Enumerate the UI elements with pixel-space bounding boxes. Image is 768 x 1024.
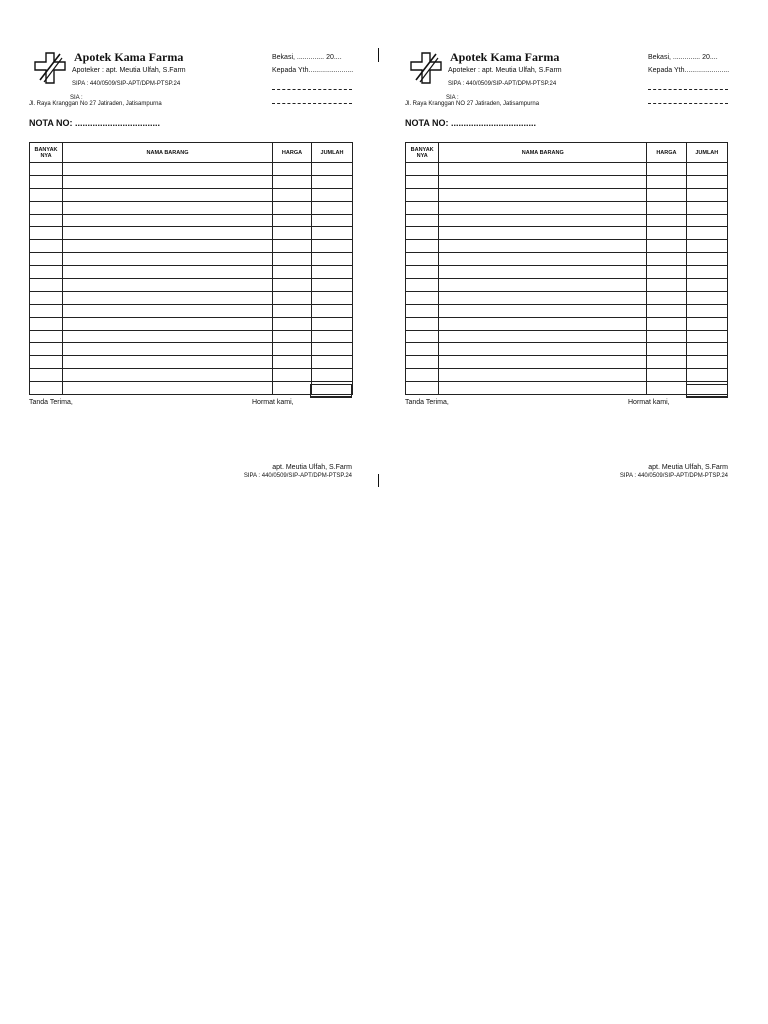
cell-nama bbox=[63, 266, 273, 279]
cell-jumlah bbox=[686, 291, 727, 304]
address-line: Jl. Raya Kranggan NO 27 Jatiraden, Jatisampurna bbox=[405, 101, 540, 107]
cell-harga bbox=[273, 227, 312, 240]
cell-jumlah bbox=[312, 201, 353, 214]
cell-harga bbox=[273, 330, 312, 343]
cell-jumlah bbox=[686, 330, 727, 343]
col-nama-header: NAMA BARANG bbox=[439, 143, 647, 163]
table-row bbox=[30, 317, 353, 330]
cell-nama bbox=[63, 330, 273, 343]
cell-banyak bbox=[406, 227, 439, 240]
table-header-row bbox=[406, 143, 728, 163]
cell-nama bbox=[439, 214, 647, 227]
cell-nama bbox=[439, 227, 647, 240]
cell-harga bbox=[273, 201, 312, 214]
table-row bbox=[30, 163, 353, 176]
cell-harga bbox=[647, 304, 686, 317]
hormat-kami-label: Hormat kami, bbox=[252, 399, 294, 406]
signature-sipa: SIPA : 440/0509/SIP-APT/DPM-PTSP.24 bbox=[243, 473, 352, 479]
cell-harga bbox=[647, 266, 686, 279]
cell-nama bbox=[63, 175, 273, 188]
cell-banyak bbox=[30, 279, 63, 292]
nota-number: NOTA NO: .................................. bbox=[405, 118, 537, 128]
cell-nama bbox=[439, 382, 647, 395]
cell-banyak bbox=[30, 356, 63, 369]
cell-jumlah bbox=[686, 343, 727, 356]
table-row bbox=[406, 227, 728, 240]
apoteker-line: Apoteker : apt. Meutia Ulfah, S.Farm bbox=[448, 67, 562, 74]
nota-number: NOTA NO: .................................. bbox=[29, 118, 161, 128]
cell-banyak bbox=[30, 317, 63, 330]
cell-nama bbox=[439, 253, 647, 266]
cell-nama bbox=[63, 279, 273, 292]
cell-jumlah bbox=[686, 214, 727, 227]
cell-harga bbox=[647, 188, 686, 201]
table-row bbox=[30, 253, 353, 266]
pharmacy-cross-logo-icon bbox=[408, 50, 444, 86]
table-row bbox=[406, 266, 728, 279]
cell-harga bbox=[647, 201, 686, 214]
cell-banyak bbox=[30, 304, 63, 317]
cell-harga bbox=[647, 330, 686, 343]
cell-banyak bbox=[406, 304, 439, 317]
cell-nama bbox=[63, 163, 273, 176]
cell-banyak bbox=[406, 201, 439, 214]
cell-banyak bbox=[30, 227, 63, 240]
tanda-terima-label: Tanda Terima, bbox=[405, 399, 449, 406]
cell-jumlah bbox=[686, 369, 727, 382]
cell-harga bbox=[647, 369, 686, 382]
cell-harga bbox=[647, 227, 686, 240]
cell-nama bbox=[439, 291, 647, 304]
col-nama-header: NAMA BARANG bbox=[63, 143, 273, 163]
table-row bbox=[30, 188, 353, 201]
cell-jumlah bbox=[312, 175, 353, 188]
total-box bbox=[686, 384, 728, 398]
address-line: Jl. Raya Kranggan No 27 Jatiraden, Jatisampurna bbox=[29, 101, 162, 107]
cell-harga bbox=[273, 214, 312, 227]
cell-harga bbox=[273, 317, 312, 330]
cell-banyak bbox=[406, 253, 439, 266]
cell-banyak bbox=[406, 369, 439, 382]
recipient-dashed-line bbox=[648, 103, 728, 104]
cell-banyak bbox=[406, 291, 439, 304]
table-row bbox=[30, 330, 353, 343]
cell-banyak bbox=[406, 175, 439, 188]
table-row bbox=[406, 214, 728, 227]
cell-banyak bbox=[406, 317, 439, 330]
cell-harga bbox=[273, 175, 312, 188]
cell-nama bbox=[63, 188, 273, 201]
cell-nama bbox=[439, 356, 647, 369]
cell-jumlah bbox=[686, 227, 727, 240]
cell-jumlah bbox=[686, 163, 727, 176]
cell-banyak bbox=[406, 330, 439, 343]
cut-marker bbox=[378, 474, 379, 487]
nota-form-right bbox=[404, 44, 730, 489]
cell-nama bbox=[63, 201, 273, 214]
cell-banyak bbox=[406, 240, 439, 253]
cell-nama bbox=[63, 317, 273, 330]
table-header-row bbox=[30, 143, 353, 163]
table-row bbox=[30, 240, 353, 253]
col-jumlah-header: JUMLAH bbox=[312, 143, 353, 163]
recipient-dashed-line bbox=[648, 89, 728, 90]
cell-banyak bbox=[406, 382, 439, 395]
table-row bbox=[30, 356, 353, 369]
items-table bbox=[405, 142, 728, 395]
sia-line: SIA : bbox=[446, 95, 459, 101]
cell-nama bbox=[63, 304, 273, 317]
cell-jumlah bbox=[312, 227, 353, 240]
table-row bbox=[30, 214, 353, 227]
tanda-terima-label: Tanda Terima, bbox=[29, 399, 73, 406]
cell-harga bbox=[273, 188, 312, 201]
cell-jumlah bbox=[312, 304, 353, 317]
table-row bbox=[30, 382, 353, 395]
cell-jumlah bbox=[312, 356, 353, 369]
table-row bbox=[406, 240, 728, 253]
cell-nama bbox=[439, 240, 647, 253]
cell-nama bbox=[63, 369, 273, 382]
cell-banyak bbox=[30, 291, 63, 304]
cell-jumlah bbox=[686, 304, 727, 317]
cell-banyak bbox=[406, 279, 439, 292]
cell-banyak bbox=[30, 266, 63, 279]
table-row bbox=[406, 291, 728, 304]
table-row bbox=[30, 201, 353, 214]
cell-nama bbox=[439, 279, 647, 292]
cell-jumlah bbox=[312, 253, 353, 266]
cell-banyak bbox=[30, 343, 63, 356]
cell-jumlah bbox=[686, 240, 727, 253]
cell-nama bbox=[439, 317, 647, 330]
cell-banyak bbox=[30, 163, 63, 176]
sipa-line: SIPA : 440/0509/SIP-APT/DPM-PTSP.24 bbox=[72, 81, 181, 87]
cell-jumlah bbox=[312, 369, 353, 382]
cell-nama bbox=[63, 227, 273, 240]
table-row bbox=[30, 279, 353, 292]
cell-nama bbox=[63, 382, 273, 395]
cell-banyak bbox=[406, 214, 439, 227]
table-row bbox=[30, 304, 353, 317]
table-row bbox=[30, 266, 353, 279]
recipient-dashed-line bbox=[272, 89, 352, 90]
cell-harga bbox=[273, 382, 312, 395]
cell-harga bbox=[273, 356, 312, 369]
cell-jumlah bbox=[686, 279, 727, 292]
cell-harga bbox=[273, 369, 312, 382]
table-row bbox=[406, 201, 728, 214]
cell-harga bbox=[647, 343, 686, 356]
nota-form-left bbox=[28, 44, 354, 489]
signature-sipa: SIPA : 440/0509/SIP-APT/DPM-PTSP.24 bbox=[619, 473, 728, 479]
col-banyak-header: BANYAK NYA bbox=[30, 143, 63, 163]
cell-harga bbox=[647, 253, 686, 266]
cell-jumlah bbox=[686, 317, 727, 330]
cell-banyak bbox=[30, 330, 63, 343]
cell-banyak bbox=[30, 369, 63, 382]
cell-harga bbox=[273, 240, 312, 253]
cell-jumlah bbox=[312, 343, 353, 356]
cell-jumlah bbox=[312, 214, 353, 227]
table-row bbox=[406, 279, 728, 292]
col-harga-header: HARGA bbox=[273, 143, 312, 163]
cell-jumlah bbox=[686, 253, 727, 266]
cell-nama bbox=[63, 240, 273, 253]
cell-jumlah bbox=[312, 266, 353, 279]
cell-jumlah bbox=[686, 201, 727, 214]
cell-jumlah bbox=[686, 266, 727, 279]
cell-nama bbox=[63, 214, 273, 227]
cell-banyak bbox=[30, 201, 63, 214]
date-line: Bekasi, .............. 20.... bbox=[272, 54, 342, 61]
table-row bbox=[30, 343, 353, 356]
col-harga-header: HARGA bbox=[647, 143, 686, 163]
cell-nama bbox=[439, 188, 647, 201]
shop-name: Apotek Kama Farma bbox=[74, 50, 184, 64]
cell-banyak bbox=[406, 163, 439, 176]
cell-jumlah bbox=[686, 356, 727, 369]
cell-harga bbox=[647, 382, 686, 395]
cell-nama bbox=[439, 343, 647, 356]
cell-nama bbox=[439, 330, 647, 343]
cell-nama bbox=[439, 201, 647, 214]
table-row bbox=[30, 369, 353, 382]
cell-nama bbox=[439, 175, 647, 188]
cell-banyak bbox=[30, 175, 63, 188]
cell-jumlah bbox=[312, 279, 353, 292]
cell-banyak bbox=[30, 382, 63, 395]
table-row bbox=[406, 343, 728, 356]
cell-harga bbox=[647, 163, 686, 176]
cell-harga bbox=[647, 279, 686, 292]
table-row bbox=[406, 253, 728, 266]
sia-line: SIA : bbox=[70, 95, 83, 101]
cell-jumlah bbox=[312, 188, 353, 201]
cell-nama bbox=[63, 343, 273, 356]
cell-harga bbox=[273, 266, 312, 279]
cell-jumlah bbox=[312, 291, 353, 304]
cell-banyak bbox=[30, 240, 63, 253]
cell-banyak bbox=[406, 356, 439, 369]
signature-name: apt. Meutia Ulfah, S.Farm bbox=[648, 464, 728, 471]
cell-jumlah bbox=[686, 188, 727, 201]
table-row bbox=[406, 163, 728, 176]
cell-banyak bbox=[30, 188, 63, 201]
hormat-kami-label: Hormat kami, bbox=[628, 399, 670, 406]
cell-jumlah bbox=[686, 175, 727, 188]
cell-banyak bbox=[406, 343, 439, 356]
cell-banyak bbox=[30, 214, 63, 227]
recipient-dashed-line bbox=[272, 103, 352, 104]
table-row bbox=[406, 330, 728, 343]
signature-name: apt. Meutia Ulfah, S.Farm bbox=[272, 464, 352, 471]
table-row bbox=[406, 369, 728, 382]
cell-jumlah bbox=[312, 163, 353, 176]
cell-harga bbox=[273, 304, 312, 317]
cut-marker bbox=[378, 48, 379, 62]
total-box bbox=[310, 384, 352, 398]
sipa-line: SIPA : 440/0509/SIP-APT/DPM-PTSP.24 bbox=[448, 81, 557, 87]
cell-nama bbox=[439, 266, 647, 279]
kepada-line: Kepada Yth....................... bbox=[648, 67, 730, 74]
table-row bbox=[30, 227, 353, 240]
cell-nama bbox=[439, 163, 647, 176]
cell-banyak bbox=[406, 188, 439, 201]
kepada-line: Kepada Yth....................... bbox=[272, 67, 354, 74]
table-row bbox=[30, 175, 353, 188]
table-row bbox=[406, 175, 728, 188]
cell-nama bbox=[63, 253, 273, 266]
apoteker-line: Apoteker : apt. Meutia Ulfah, S.Farm bbox=[72, 67, 186, 74]
cell-nama bbox=[63, 356, 273, 369]
cell-harga bbox=[647, 356, 686, 369]
cell-harga bbox=[273, 163, 312, 176]
cell-harga bbox=[273, 279, 312, 292]
cell-harga bbox=[273, 291, 312, 304]
cell-nama bbox=[439, 304, 647, 317]
cell-harga bbox=[273, 343, 312, 356]
cell-harga bbox=[273, 253, 312, 266]
table-row bbox=[406, 304, 728, 317]
items-table bbox=[29, 142, 353, 395]
table-row bbox=[406, 188, 728, 201]
cell-jumlah bbox=[312, 330, 353, 343]
cell-harga bbox=[647, 317, 686, 330]
table-row bbox=[406, 382, 728, 395]
col-banyak-header: BANYAK NYA bbox=[406, 143, 439, 163]
cell-nama bbox=[439, 369, 647, 382]
shop-name: Apotek Kama Farma bbox=[450, 50, 560, 64]
col-jumlah-header: JUMLAH bbox=[686, 143, 727, 163]
cell-harga bbox=[647, 175, 686, 188]
table-row bbox=[406, 356, 728, 369]
cell-banyak bbox=[406, 266, 439, 279]
date-line: Bekasi, .............. 20.... bbox=[648, 54, 718, 61]
cell-banyak bbox=[30, 253, 63, 266]
pharmacy-cross-logo-icon bbox=[32, 50, 68, 86]
table-row bbox=[30, 291, 353, 304]
table-row bbox=[406, 317, 728, 330]
cell-nama bbox=[63, 291, 273, 304]
cell-jumlah bbox=[312, 240, 353, 253]
cell-harga bbox=[647, 240, 686, 253]
cell-jumlah bbox=[312, 317, 353, 330]
cell-harga bbox=[647, 291, 686, 304]
cell-harga bbox=[647, 214, 686, 227]
